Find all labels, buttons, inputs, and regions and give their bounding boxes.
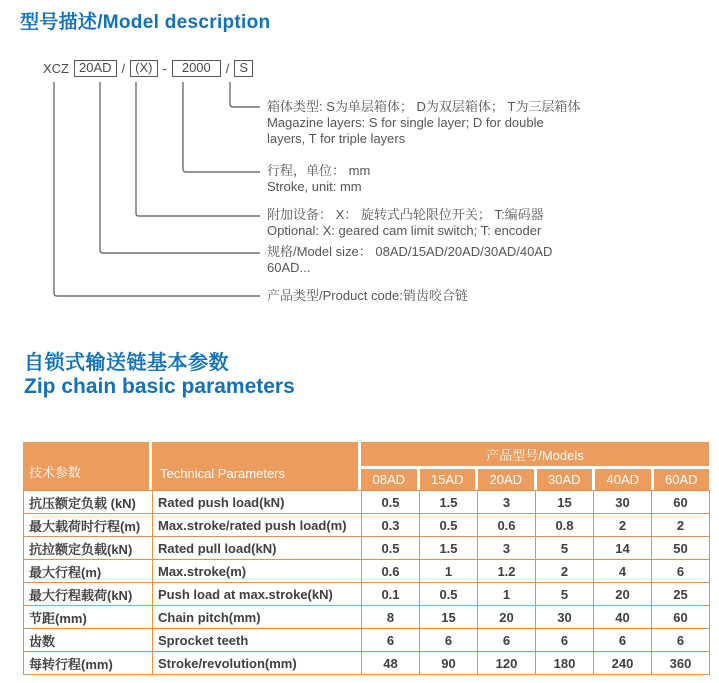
- param-value: 1.5: [420, 537, 478, 560]
- param-value: 14: [594, 537, 652, 560]
- annotation-line: Stroke, unit: mm: [267, 179, 362, 194]
- parameters-table-header: [23, 442, 709, 490]
- param-value: 60: [652, 606, 710, 629]
- param-value: 240: [594, 652, 652, 675]
- param-value: 6: [478, 629, 536, 652]
- parameters-table-body: [23, 490, 710, 675]
- param-value: 48: [362, 652, 420, 675]
- param-value: 0.1: [362, 583, 420, 606]
- param-value: 90: [420, 652, 478, 675]
- param-name-en: Rated push load(kN): [153, 491, 362, 514]
- annotation-line: 产品类型/Product code:销齿咬合链: [267, 288, 468, 303]
- param-value: 6: [362, 629, 420, 652]
- param-name-en: Max.stroke(m): [153, 560, 362, 583]
- param-value: 50: [652, 537, 710, 560]
- model-code-size-box: 20AD: [74, 60, 117, 77]
- param-value: 0.5: [420, 583, 478, 606]
- param-value: 15: [536, 491, 594, 514]
- param-value: 8: [362, 606, 420, 629]
- param-value: 5: [536, 537, 594, 560]
- model-code-prefix: XCZ: [43, 61, 69, 76]
- param-value: 6: [594, 629, 652, 652]
- param-value: 6: [536, 629, 594, 652]
- param-value: 0.5: [420, 514, 478, 537]
- param-value: 1: [420, 560, 478, 583]
- param-value: 0.6: [362, 560, 420, 583]
- model-code-layer-box: S: [234, 60, 253, 77]
- param-value: 6: [652, 629, 710, 652]
- param-value: 6: [652, 560, 710, 583]
- param-value: 15: [420, 606, 478, 629]
- param-value: 20: [594, 583, 652, 606]
- annotation-line: 60AD...: [267, 260, 311, 275]
- param-name-en: Rated pull load(kN): [153, 537, 362, 560]
- header-technical-parameters-en: Technical Parameters: [152, 442, 358, 490]
- section1-title: 型号描述/Model description: [20, 12, 271, 33]
- header-technical-parameters-cn: 技术参数: [23, 442, 149, 490]
- param-name-cn: 抗拉额定负载(kN): [24, 537, 153, 560]
- table-row: [24, 514, 710, 537]
- table-row: [24, 606, 710, 629]
- model-code-sep3: /: [225, 61, 230, 76]
- model-code-sep1: /: [121, 61, 126, 76]
- header-model-60ad: 60AD: [654, 469, 710, 490]
- section2-title: [24, 352, 295, 398]
- param-value: 25: [652, 583, 710, 606]
- param-value: 0.3: [362, 514, 420, 537]
- param-value: 1: [478, 583, 536, 606]
- param-value: 30: [594, 491, 652, 514]
- header-models-group: 产品型号/Models: [361, 442, 709, 466]
- param-value: 0.6: [478, 514, 536, 537]
- param-value: 120: [478, 652, 536, 675]
- param-name-en: Max.stroke/rated push load(m): [153, 514, 362, 537]
- model-code-sep2: -: [162, 61, 167, 76]
- param-name-cn: 齿数: [24, 629, 153, 652]
- annotation-line: 规格/Model size： 08AD/15AD/20AD/30AD/40AD: [267, 244, 553, 259]
- param-name-en: Stroke/revolution(mm): [153, 652, 362, 675]
- model-code-connector-lines: [0, 0, 300, 320]
- annotation-line: 箱体类型: S为单层箱体； D为双层箱体； T为三层箱体: [267, 99, 581, 114]
- model-code-optional-box: (X): [130, 60, 157, 77]
- param-value: 30: [536, 606, 594, 629]
- param-value: 1.5: [420, 491, 478, 514]
- param-name-en: Chain pitch(mm): [153, 606, 362, 629]
- param-value: 60: [652, 491, 710, 514]
- annotation-line: 行程，单位： mm: [267, 163, 371, 178]
- table-row: [24, 583, 710, 606]
- param-value: 6: [420, 629, 478, 652]
- param-value: 20: [478, 606, 536, 629]
- param-name-cn: 抗压额定负载 (kN): [24, 491, 153, 514]
- param-value: 0.5: [362, 537, 420, 560]
- model-code-row: [42, 60, 253, 77]
- param-value: 0.5: [362, 491, 420, 514]
- header-model-20ad: 20AD: [478, 469, 534, 490]
- table-row: [24, 652, 710, 675]
- table-row: [24, 537, 710, 560]
- parameters-table: [23, 442, 709, 675]
- param-value: 2: [536, 560, 594, 583]
- table-row: [24, 560, 710, 583]
- param-name-cn: 最大行程载荷(kN): [24, 583, 153, 606]
- header-model-15ad: 15AD: [420, 469, 476, 490]
- annotation-line: layers, T for triple layers: [267, 131, 406, 146]
- param-value: 3: [478, 537, 536, 560]
- param-name-cn: 最大载荷时行程(m): [24, 514, 153, 537]
- annotation-model-size: [267, 244, 552, 276]
- param-name-cn: 每转行程(mm): [24, 652, 153, 675]
- header-model-30ad: 30AD: [537, 469, 593, 490]
- param-name-cn: 节距(mm): [24, 606, 153, 629]
- param-value: 5: [536, 583, 594, 606]
- annotation-stroke-unit: [267, 163, 370, 195]
- param-value: 2: [652, 514, 710, 537]
- annotation-optional-devices: [267, 207, 544, 239]
- section2-title-cn: 自锁式输送链基本参数: [24, 352, 229, 374]
- param-value: 40: [594, 606, 652, 629]
- model-code-stroke-box: 2000: [172, 60, 221, 77]
- header-model-40ad: 40AD: [595, 469, 651, 490]
- param-value: 180: [536, 652, 594, 675]
- annotation-magazine-layers: [267, 99, 580, 147]
- param-value: 3: [478, 491, 536, 514]
- param-name-en: Sprocket teeth: [153, 629, 362, 652]
- annotation-line: Magazine layers: S for single layer; D for double: [267, 115, 544, 130]
- param-value: 1.2: [478, 560, 536, 583]
- param-value: 4: [594, 560, 652, 583]
- table-row: [24, 629, 710, 652]
- header-model-08ad: 08AD: [361, 469, 417, 490]
- param-value: 0.8: [536, 514, 594, 537]
- param-value: 2: [594, 514, 652, 537]
- table-row: [24, 491, 710, 514]
- param-value: 360: [652, 652, 710, 675]
- param-name-en: Push load at max.stroke(kN): [153, 583, 362, 606]
- param-name-cn: 最大行程(m): [24, 560, 153, 583]
- annotation-line: 附加设备： X： 旋转式凸轮限位开关； T:编码器: [267, 207, 544, 222]
- section2-title-en: Zip chain basic parameters: [24, 375, 295, 398]
- annotation-product-code: [267, 288, 468, 304]
- annotation-line: Optional: X: geared cam limit switch; T: encoder: [267, 223, 542, 238]
